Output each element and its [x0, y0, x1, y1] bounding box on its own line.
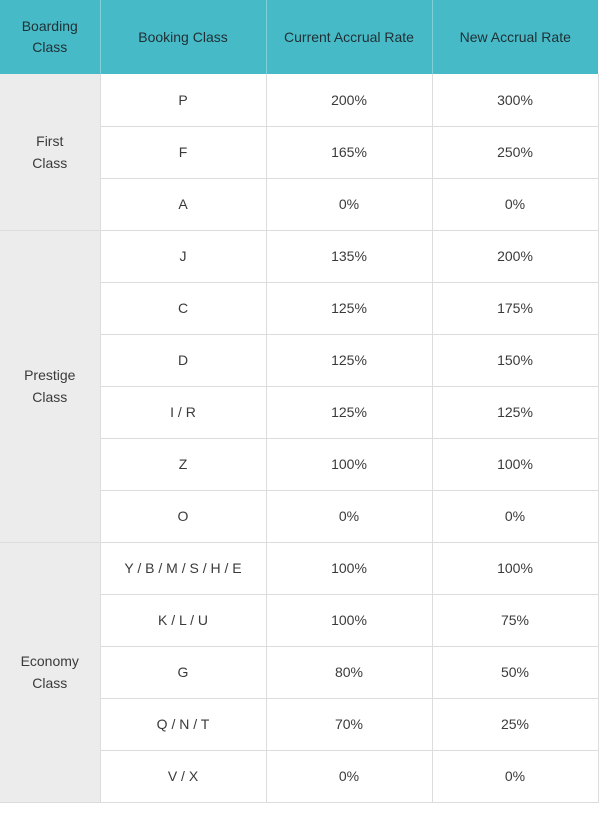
header-booking-class: Booking Class	[100, 0, 266, 74]
new-rate-cell: 125%	[432, 386, 598, 438]
booking-class-cell: Z	[100, 438, 266, 490]
boarding-class-prestige: Prestige Class	[0, 230, 100, 542]
booking-class-cell: K / L / U	[100, 594, 266, 646]
table-row	[0, 74, 598, 126]
current-rate-cell: 80%	[266, 646, 432, 698]
new-rate-cell: 250%	[432, 126, 598, 178]
current-rate-cell: 0%	[266, 750, 432, 802]
new-rate-cell: 100%	[432, 438, 598, 490]
new-rate-cell: 75%	[432, 594, 598, 646]
booking-class-cell: I / R	[100, 386, 266, 438]
current-rate-cell: 70%	[266, 698, 432, 750]
table-header	[0, 0, 598, 74]
current-rate-cell: 125%	[266, 386, 432, 438]
header-new-accrual-rate: New Accrual Rate	[432, 0, 598, 74]
booking-class-cell: Y / B / M / S / H / E	[100, 542, 266, 594]
new-rate-cell: 300%	[432, 74, 598, 126]
new-rate-cell: 0%	[432, 178, 598, 230]
current-rate-cell: 125%	[266, 282, 432, 334]
boarding-class-economy: Economy Class	[0, 542, 100, 802]
booking-class-cell: P	[100, 74, 266, 126]
new-rate-cell: 200%	[432, 230, 598, 282]
current-rate-cell: 165%	[266, 126, 432, 178]
new-rate-cell: 175%	[432, 282, 598, 334]
new-rate-cell: 50%	[432, 646, 598, 698]
booking-class-cell: G	[100, 646, 266, 698]
current-rate-cell: 0%	[266, 178, 432, 230]
new-rate-cell: 0%	[432, 750, 598, 802]
new-rate-cell: 25%	[432, 698, 598, 750]
table-body	[0, 74, 598, 802]
current-rate-cell: 100%	[266, 594, 432, 646]
current-rate-cell: 125%	[266, 334, 432, 386]
booking-class-cell: Q / N / T	[100, 698, 266, 750]
current-rate-cell: 200%	[266, 74, 432, 126]
new-rate-cell: 100%	[432, 542, 598, 594]
booking-class-cell: J	[100, 230, 266, 282]
header-current-accrual-rate: Current Accrual Rate	[266, 0, 432, 74]
current-rate-cell: 100%	[266, 438, 432, 490]
booking-class-cell: O	[100, 490, 266, 542]
new-rate-cell: 0%	[432, 490, 598, 542]
current-rate-cell: 0%	[266, 490, 432, 542]
current-rate-cell: 100%	[266, 542, 432, 594]
booking-class-cell: D	[100, 334, 266, 386]
booking-class-cell: F	[100, 126, 266, 178]
booking-class-cell: A	[100, 178, 266, 230]
booking-class-cell: C	[100, 282, 266, 334]
new-rate-cell: 150%	[432, 334, 598, 386]
table-row	[0, 542, 598, 594]
table-row	[0, 230, 598, 282]
boarding-class-first: First Class	[0, 74, 100, 230]
header-row	[0, 0, 598, 74]
current-rate-cell: 135%	[266, 230, 432, 282]
header-boarding-class: Boarding Class	[0, 0, 100, 74]
booking-class-cell: V / X	[100, 750, 266, 802]
